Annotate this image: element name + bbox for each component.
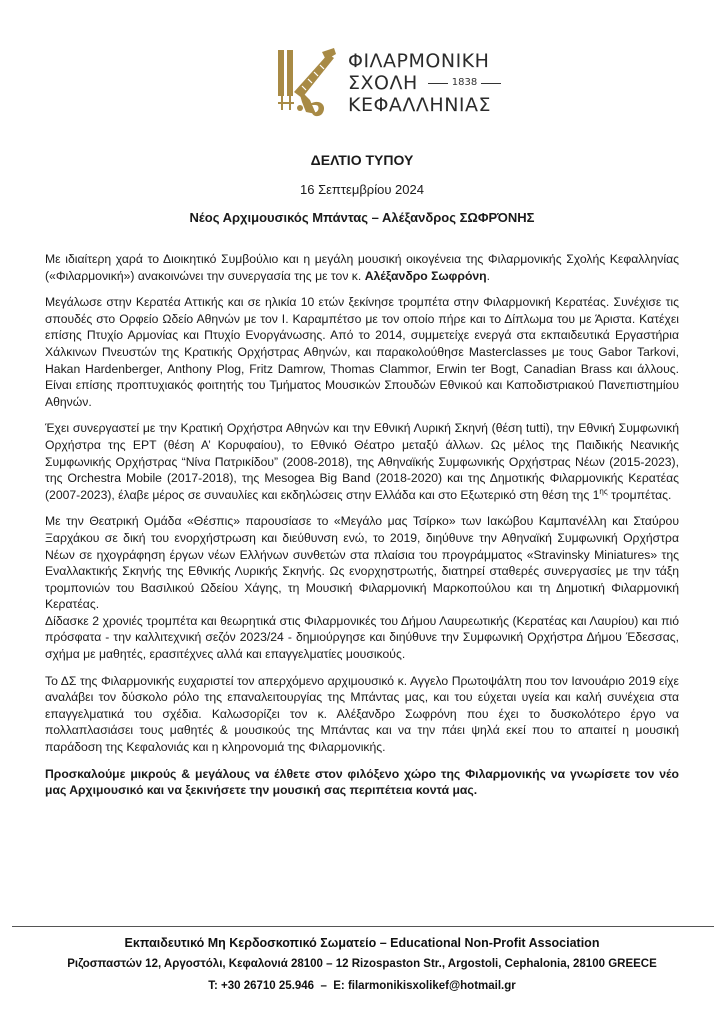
logo-wordmark [348,50,505,116]
logo-line-2: ΣΧΟΛΗ 1838 [348,72,505,94]
footer-address: Ριζοσπαστών 12, Αργοστόλι, Κεφαλονιά 28100 – 12 Rizospaston Str., Argostoli, Cephalonia, 28100 GREECE [67,958,657,970]
logo-divider [428,83,448,84]
school-logo [276,48,536,118]
logo-divider [481,83,501,84]
document-date: 16 Σεπτεμβρίου 2024 [300,182,424,197]
footer-contact: T: +30 26710 25.946 – E: filarmonikisxolikef@hotmail.gr [208,980,516,992]
logo-line-3: ΚΕΦΑΛΛΗΝΙΑΣ [348,94,492,116]
paragraph-announcement: Με ιδιαίτερη χαρά το Διοικητικό Συμβούλιο και η μεγάλη μουσική οικογένεια της Φιλαρμονικής Σχολής Κεφαλληνίας («Φιλαρμονική») ανακοινώνει την συνεργασία της με τον κ. Αλέξανδρο Σωφρόνη. [45,252,679,283]
document-title: ΔΕΛΤΙΟ ΤΥΠΟΥ [310,152,414,168]
footer-phone: T: +30 26710 25.946 [208,980,315,992]
press-release-body [45,251,679,809]
music-instruments-k-monogram-icon [276,48,338,118]
logo-year: 1838 [424,72,505,94]
paragraph-career: Έχει συνεργαστεί με την Κρατική Ορχήστρα Αθηνών και την Εθνική Λυρική Σκηνή (θέση tutti), την Εθνική Συμφωνική Ορχήστρα της ΕΡΤ (θέση Α’ Κορυφαίου), το Εθνικό Θέατρο μεταξύ άλλων. Ως μέλος της Παιδικής Νεανικής Συμφωνικής Ορχήστρας “Νίνα Πατρικίδου” (2008-2018), της Αθηναϊκής Συμφωνικής Ορχήστρας Νέων (2015-2023), της Orchestra Mobile (2017-2018), της Mesogea Big Band (2018-2020) και της Δημοτικής Φιλαρμονικής Κερατέας (2007-2023), έλαβε μέρος σε συναυλίες και εκδηλώσεις στην Ελλάδα και στο Εξωτερικό στη θέση της $1^{\eta\varsigma}$ τρομπέτας. [45,421,679,502]
footer-divider [12,926,714,927]
footer-organization: Εκπαιδευτικό Μη Κερδοσκοπικό Σωματείο – Educational Non-Profit Association [124,936,600,950]
paragraph-thanks: Το ΔΣ της Φιλαρμονικής ευχαριστεί τον απερχόμενο αρχιμουσικό κ. Αγγελο Πρωτοψάλτη που τον Ιανουάριο 2019 είχε αναλάβει τον δύσκολο ρόλο της επαναλειτουργίας της Μπάντας μας, και του εύχεται υγεία και καλή συνέχεια στα επαγγελματικά του σχέδια. Καλωσορίζει τον κ. Αλέξανδρο Σωφρόνη που έχει το δυσκολότερο έργο να πολλαπλασιάσει τους μαθητές & μουσικούς της Μπάντας και να την πάει ψηλά εκεί που το απαιτεί η μουσική παράδοση της Κεφαλονιάς και η κληρονομιά της Φιλαρμονικής. [45,673,679,755]
paragraph-teaching: Δίδασκε 2 χρονιές τρομπέτα και θεωρητικά στις Φιλαρμονικές του Δήμου Λαυρεωτικής (Κερατέας και Λαυρίου) και πιό πρόσφατα - την καλλιτεχνική σεζόν 2023/24 - δημιούργησε και διηύθυνε την Συμφωνική Ορχήστρα Δήμου Έδεσσας, σχήμα με μαθητές, ερασιτέχνες αλλά και επαγγελματίες μουσικούς. [45,613,679,662]
paragraph-conducting: Με την Θεατρική Ομάδα «Θέσπις» παρουσίασε το «Μεγάλο μας Τσίρκο» των Ιακώβου Καμπανέλλη και Σταύρου Ξαρχάκου σε δική του ενορχήστρωση και διεύθυνση ενώ, το 2019, διηύθυνε την Αθηναϊκή Συμφωνική Ορχήστρα Νέων σε ηχογράφηση έργων νέων Ελλήνων συνθετών στα πλαίσια του προγράμματος «Stravinsky Miniatures» της Εναλλακτικής Σκηνής της Εθνικής Λυρικής Σκηνής. Ως ενορχηστρωτής, διατηρεί σταθερές συνεργασίες με την τάξη τρομπονιών του Βασιλικού Ωδείου Χάγης, τη Μουσική Φιλαρμονική Μαρκοπούλου και τη Δημοτική Φιλαρμονική Κερατέας. [45,514,679,612]
paragraph-education: Μεγάλωσε στην Κερατέα Αττικής και σε ηλικία 10 ετών ξεκίνησε τρομπέτα στην Φιλαρμονική Κερατέας. Συνέχισε τις σπουδές στο Ορφείο Ωδείο Αθηνών με τον Ι. Καραμπέτσο με τον οποίο πήρε και το Δίπλωμα του με Άριστα. Κατέχει επίσης Πτυχίο Αρμονίας και Πτυχίο Ενοργάνωσης. Από το 2014, συμμετείχε ενεργά στα εκπαιδευτικά Εργαστήρια Χάλκινων Πνευστών της Κρατικής Ορχήστρας Αθηνών, και παρακολούθησε Masterclasses με τους Gabor Tarkovi, Hakan Hardenberger, Anthony Plog, Fritz Damrow, Thomas Clammor, Erwin ter Bogt, Canadian Brass και άλλους. Είναι επίσης προπτυχιακός φοιτητής του Τμήματος Μουσικών Σπουδών Εθνικού και Καποδιστριακού Πανεπιστημίου Αθηνών. [45,295,679,409]
footer-email[interactable]: E: filarmonikisxolikef@hotmail.gr [333,980,516,992]
document-subtitle: Νέος Αρχιμουσικός Μπάντας – Αλέξανδρος ΣΩΦΡΌΝΗΣ [189,210,535,225]
logo-line-1: ΦΙΛΑΡΜΟΝΙΚΗ [348,50,490,72]
conductor-name: Αλέξανδρο Σωφρόνη [364,268,487,283]
paragraph-invitation: Προσκαλούμε μικρούς & μεγάλους να έλθετε στον φιλόξενο χώρο της Φιλαρμονικής να γνωρίσετε τον νέο μας Αρχιμουσικό και να ξεκινήσετε την μουσική σας περιπέτεια κοντά μας. [45,766,679,798]
